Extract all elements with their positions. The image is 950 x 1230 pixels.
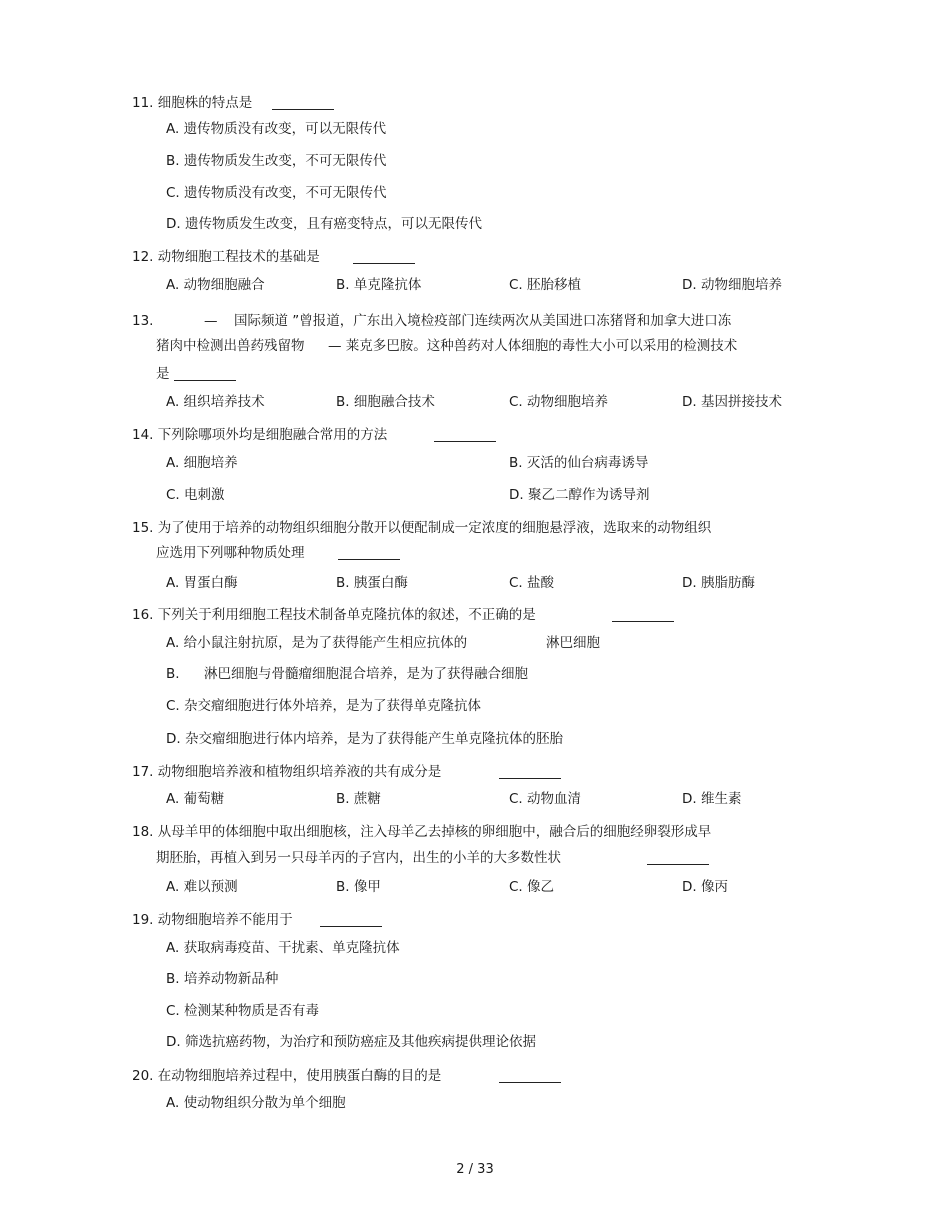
q13-option-d: D. 基因拼接技术	[682, 394, 782, 410]
q13-option-b: B. 细胞融合技术	[336, 394, 435, 410]
q12-option-c: C. 胚胎移植	[509, 277, 582, 293]
q12-answer-blank	[353, 251, 415, 264]
q16-option-d: D. 杂交瘤细胞进行体内培养，是为了获得能产生单克隆抗体的胚胎	[166, 731, 563, 747]
q14-option-d: D. 聚乙二醇作为诱导剂	[509, 487, 650, 503]
q12-option-b: B. 单克隆抗体	[336, 277, 422, 293]
q13-number: 13.	[132, 313, 154, 329]
q17-answer-blank	[499, 766, 561, 779]
q17-stem: 17. 动物细胞培养液和植物组织培养液的共有成分是	[132, 764, 442, 780]
q13-option-a: A. 组织培养技术	[166, 394, 265, 410]
q16-answer-blank	[612, 609, 674, 622]
q11-option-d: D. 遗传物质发生改变，且有癌变特点，可以无限传代	[166, 216, 482, 232]
q19-option-c: C. 检测某种物质是否有毒	[166, 1003, 320, 1019]
q11-option-b: B. 遗传物质发生改变，不可无限传代	[166, 153, 387, 169]
q14-answer-blank	[434, 429, 496, 442]
q11-option-c: C. 遗传物质没有改变，不可无限传代	[166, 185, 387, 201]
q17-option-b: B. 蔗糖	[336, 791, 381, 807]
q18-line2: 期胚胎，再植入到另一只母羊丙的子宫内，出生的小羊的大多数性状	[156, 850, 561, 866]
q17-option-c: C. 动物血清	[509, 791, 582, 807]
q12-option-d: D. 动物细胞培养	[682, 277, 782, 293]
q14-option-c: C. 电刺激	[166, 487, 225, 503]
q18-option-b: B. 像甲	[336, 879, 381, 895]
q13-line2b: — 莱克多巴胺。这种兽药对人体细胞的毒性大小可以采用的检测技术	[328, 338, 738, 354]
q16-option-b-letter: B.	[166, 666, 180, 682]
q19-option-a: A. 获取病毒疫苗、干扰素、单克隆抗体	[166, 940, 400, 956]
q14-stem: 14. 下列除哪项外均是细胞融合常用的方法	[132, 427, 388, 443]
q13-option-c: C. 动物细胞培养	[509, 394, 609, 410]
q20-answer-blank	[499, 1070, 561, 1083]
q18-option-d: D. 像丙	[682, 879, 728, 895]
q13-line2a: 猪肉中检测出兽药残留物	[156, 338, 305, 354]
q15-option-d: D. 胰脂肪酶	[682, 575, 755, 591]
q19-option-d: D. 筛选抗癌药物，为治疗和预防癌症及其他疾病提供理论依据	[166, 1034, 536, 1050]
q12-stem: 12. 动物细胞工程技术的基础是	[132, 249, 320, 265]
q12-option-a: A. 动物细胞融合	[166, 277, 265, 293]
q20-stem: 20. 在动物细胞培养过程中，使用胰蛋白酶的目的是	[132, 1068, 442, 1084]
q13-line1: 国际频道 ”曾报道，广东出入境检疫部门连续两次从美国进口冻猪肾和加拿大进口冻	[234, 313, 732, 329]
q18-option-a: A. 难以预测	[166, 879, 238, 895]
q15-line1: 15. 为了使用于培养的动物组织细胞分散开以便配制成一定浓度的细胞悬浮液，选取来的动物组织	[132, 520, 712, 536]
q16-stem: 16. 下列关于利用细胞工程技术制备单克隆抗体的叙述，不正确的是	[132, 607, 536, 623]
q19-answer-blank	[320, 914, 382, 927]
q15-option-b: B. 胰蛋白酶	[336, 575, 408, 591]
q11-option-a: A. 遗传物质没有改变，可以无限传代	[166, 121, 387, 137]
page-number: 2 / 33	[456, 1162, 494, 1177]
q15-option-c: C. 盐酸	[509, 575, 555, 591]
q18-option-c: C. 像乙	[509, 879, 555, 895]
q15-answer-blank	[338, 547, 400, 560]
q16-option-c: C. 杂交瘤细胞进行体外培养，是为了获得单克隆抗体	[166, 698, 482, 714]
q14-option-a: A. 细胞培养	[166, 455, 238, 471]
q16-option-a: A. 给小鼠注射抗原，是为了获得能产生相应抗体的	[166, 635, 468, 651]
q16-option-a-tail: 淋巴细胞	[546, 635, 600, 651]
q11-stem: 11. 细胞株的特点是	[132, 95, 253, 111]
q13-dash: —	[204, 313, 218, 329]
q20-option-a: A. 使动物组织分散为单个细胞	[166, 1095, 346, 1111]
q17-option-a: A. 葡萄糖	[166, 791, 225, 807]
q16-option-b: 淋巴细胞与骨髓瘤细胞混合培养，是为了获得融合细胞	[204, 666, 528, 682]
q19-stem: 19. 动物细胞培养不能用于	[132, 912, 293, 928]
q18-line1: 18. 从母羊甲的体细胞中取出细胞核，注入母羊乙去掉核的卵细胞中，融合后的细胞经卵裂形成早	[132, 824, 712, 840]
q15-line2: 应选用下列哪种物质处理	[156, 545, 305, 561]
q14-option-b: B. 灭活的仙台病毒诱导	[509, 455, 649, 471]
q15-option-a: A. 胃蛋白酶	[166, 575, 238, 591]
q18-answer-blank	[647, 852, 709, 865]
q19-option-b: B. 培养动物新品种	[166, 971, 279, 987]
q11-answer-blank	[272, 97, 334, 110]
q13-line3: 是	[156, 366, 170, 382]
q13-answer-blank	[174, 368, 236, 381]
q17-option-d: D. 维生素	[682, 791, 742, 807]
